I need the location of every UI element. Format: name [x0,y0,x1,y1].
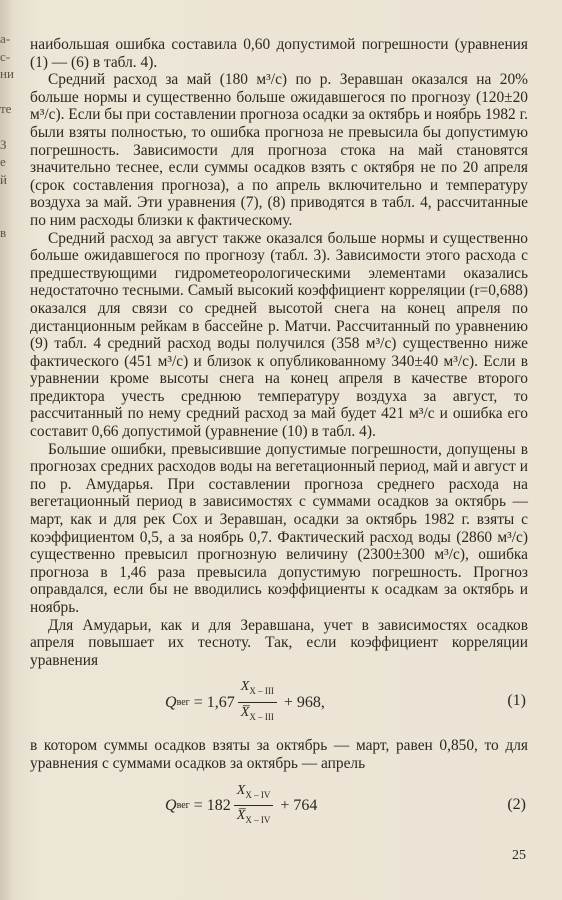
fraction-numerator: X [240,679,250,695]
formula-fraction [234,782,274,830]
paragraph-between-equations: в котором суммы осадков взяты за октябрь — март, равен 0,850, то для уравнения с суммами осадков за октябрь — апрель [30,737,528,772]
equation-number: (1) [507,692,526,710]
formula-coefficient: = 1,67 [193,693,235,711]
formula-constant: + 764 [280,796,318,814]
margin-fragment: с- [0,48,11,64]
margin-fragment [0,118,14,136]
margin-fragment [0,83,14,101]
fraction-denominator: X̅ [240,704,250,720]
paragraph-amudarya-correlation: Для Амударьи, как и для Зеравшана, учет в зависимостях осадков апреля повышает их тесноту. Так, если коэффициент корреляции уравнения [30,616,528,669]
fraction-denominator-sub: X – III [249,711,274,722]
equation-2 [30,781,528,831]
paragraph-august: Средний расход за август также оказался больше нормы и существенно больше ожидавшегося по прогнозу (табл. 3). Зависимости этого расхода с предшествующими гидрометеорологическими элементами оказались недостаточно тесными. Самый высокий коэффициент корреляции (r=0,688) оказался для связи со средней высотой снега на конец апреля по дистанционным рейкам в бассейне р. Матчи. Рассчитанный по уравнению (9) табл. 4 средний расход воды получился (358 м³/с) существенно ниже фактического (451 м³/с) и близок к опубликованному 340±40 м³/с). Если в уравнении кроме высоты снега на конец апреля в качестве второго предиктора учесть среднюю температуру воздуха за август, то рассчитанный по нему средний расход за май будет 421 м³/с и ошибка его составит 0,66 допустимой (уравнение (10) в табл. 4). [30,229,528,441]
fraction-numerator-sub: X – III [249,686,274,697]
paragraph-amudarya-errors: Большие ошибки, превысившие допустимые погрешности, допущены в прогнозах средних расходов воды на вегетационный период, май и август и по р. Амударья. При составлении прогноза среднего расхода на вегетационный период в зависимостях с суммами осадков за октябрь — март, как и для рек Сох и Зеравшан, осадки за октябрь 1982 г. взяты с коэффициентом 0,5, а за ноябрь 0,7. Фактический расход воды (2860 м³/с) существенно превысил прогнозную величину (2300±300 м³/с), ошибка прогноза в 1,46 раза превысила допустимую погрешность. Прогноз оправдался, если бы не вводились коэффициенты к осадкам за октябрь и ноябрь. [30,440,528,616]
paragraph-continuation: наибольшая ошибка составила 0,60 допустимой погрешности (уравнения (1) — (6) в табл. 4). [30,36,528,71]
margin-fragment [0,206,14,224]
margin-fragment: ни [0,66,14,82]
margin-fragment: З [0,136,7,152]
margin-fragment: е [0,154,6,170]
margin-fragment: й [0,171,7,187]
paragraph-zeravshan-may: Средний расход за май (180 м³/с) по р. Зеравшан оказался на 20% больше нормы и существенно больше ожидавшегося по прогнозу (120±20 м³/с). Если бы при составлении прогноза осадки за октябрь и ноябрь 1982 г. были взяты полностью, то ошибка прогноза не превысила бы допустимую погрешность. Зависимости для прогноза стока на май становятся значительно теснее, если суммы осадков взять с октября не по 20 апреля (срок составления прогноза), а по апрель включительно и температуру воздуха за май. Эти уравнения (7), (8) приводятся в табл. 4, рассчитанные по ним расходы близки к фактическому. [30,71,528,229]
fraction-denominator: X̅ [236,808,246,824]
formula-lhs-sub: вег [176,799,190,811]
margin-fragment: а- [0,31,11,46]
formula-coefficient: = 182 [193,796,231,814]
fraction-denominator-sub: X – IV [245,814,271,825]
margin-fragment: те [0,101,12,117]
previous-page-edge [0,30,14,241]
fraction-numerator: X [236,782,246,798]
margin-fragment [0,188,14,206]
formula-lhs: Q [165,693,177,711]
equation-number: (2) [507,795,526,813]
formula-lhs-sub: вег [176,696,190,708]
text-column [30,36,528,841]
fraction-numerator-sub: X – IV [245,789,271,800]
formula-fraction [238,678,277,726]
formula-lhs: Q [165,796,177,814]
page-number: 25 [512,848,526,863]
equation-1 [30,677,528,727]
formula-constant: + 968, [283,693,325,711]
margin-fragment: в [0,224,7,240]
